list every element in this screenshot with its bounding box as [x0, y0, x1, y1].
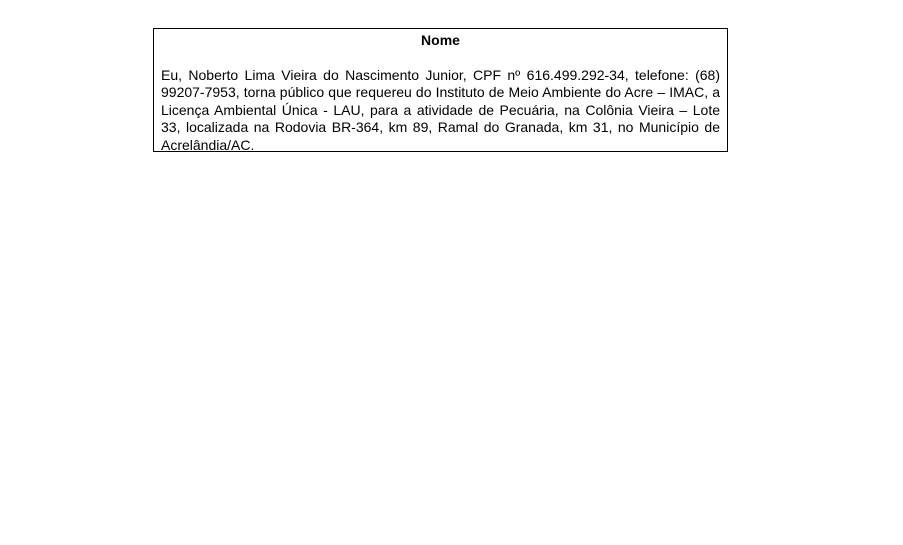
notice-body-text: Eu, Noberto Lima Vieira do Nascimento Junior, CPF nº 616.499.292-34, telefone: (68) 99207-7953, torna público que requereu do Instituto de Meio Ambiente do Acre – IMAC, a Licença Ambiental Única - LAU, para a atividade de Pecuária, na Colônia Vieira – Lote 33, localizada na Rodovia BR-364, km 89, Ramal do Granada, km 31, no Município de Acrelândia/AC. [161, 67, 720, 153]
public-notice-box [153, 28, 728, 152]
notice-title: Nome [421, 32, 460, 48]
